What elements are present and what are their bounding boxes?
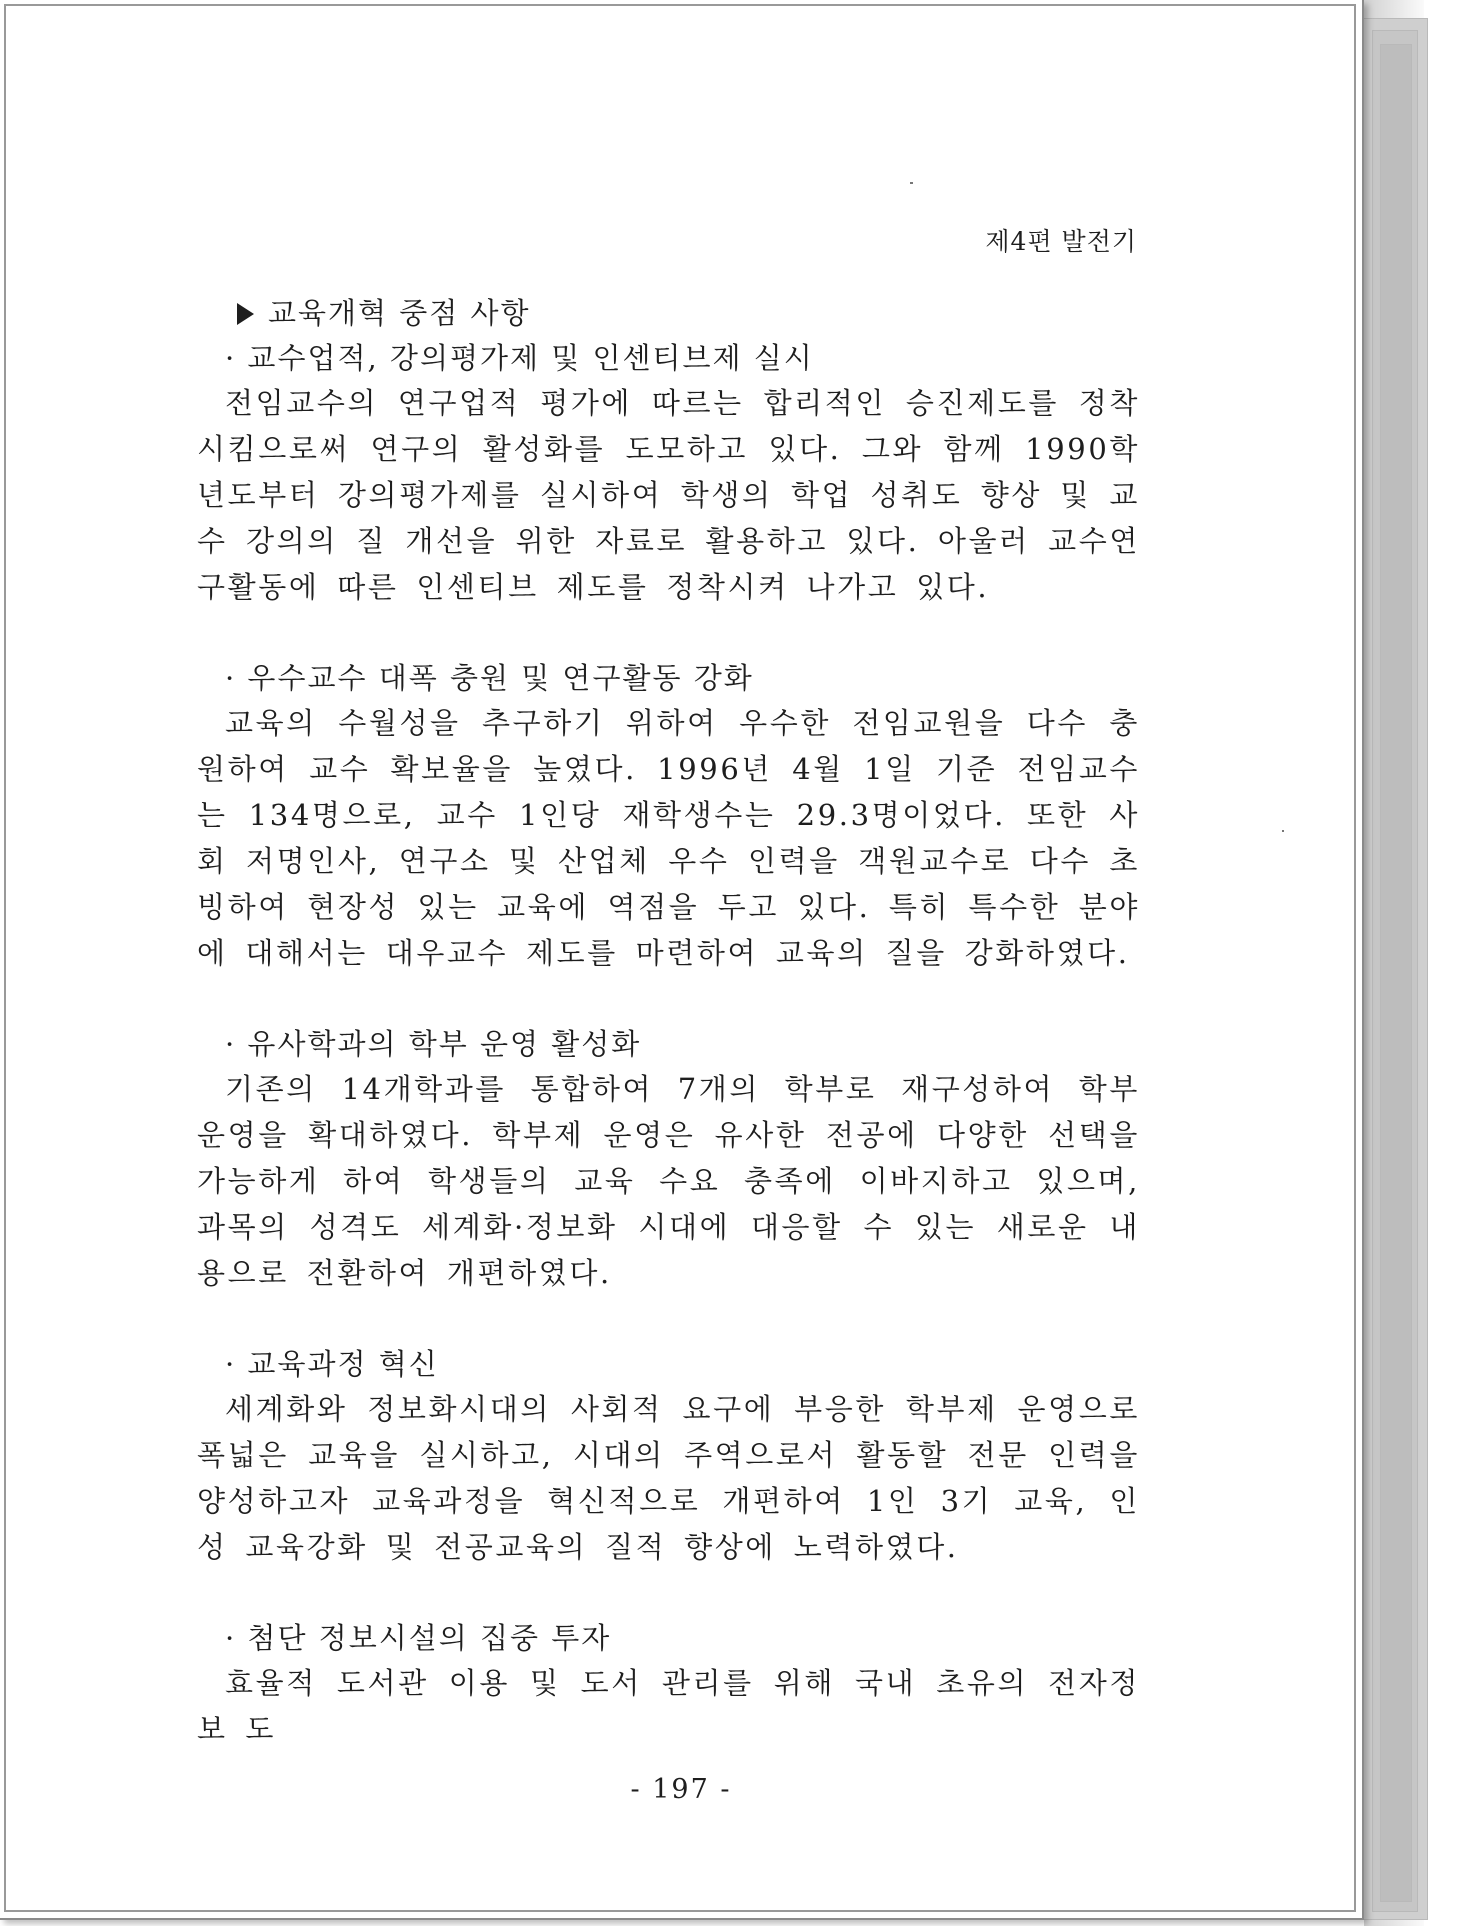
item-body: 전임교수의 연구업적 평가에 따르는 합리적인 승진제도를 정착시킴으로써 연구의 활성화를 도모하고 있다. 그와 함께 1990학년도부터 강의평가제를 실시하여 학생의 학업 성취도 향상 및 교수 강의의 질 개선을 위한 자료로 활용하고 있다. 아울러 교수연구활동에 따른 인센티브 제도를 정착시켜 나가고 있다. (197, 386, 1140, 604)
spacer (197, 976, 1140, 1022)
scan-speck (910, 182, 913, 184)
scan-speck (1282, 830, 1284, 832)
page-stack-edge (1380, 44, 1412, 1902)
item-heading: · 우수교수 대폭 충원 및 연구활동 강화 (225, 661, 754, 695)
spacer (197, 1296, 1140, 1342)
triangle-bullet-icon (237, 303, 254, 325)
section-title (237, 290, 1140, 336)
item-body: 교육의 수월성을 추구하기 위하여 우수한 전임교원을 다수 충원하여 교수 확보율을 높였다. 1996년 4월 1일 기준 전임교수는 134명으로, 교수 1인당 재학생수는 29.3명이었다. 또한 사회 저명인사, 연구소 및 산업체 우수 인력을 객원교수로 다수 초빙하여 현장성 있는 교육에 역점을 두고 있다. 특히 특수한 분야에 대해서는 대우교수 제도를 마련하여 교육의 질을 강화하였다. (197, 706, 1140, 970)
spacer (197, 610, 1140, 656)
item-heading: · 첨단 정보시설의 집중 투자 (225, 1621, 612, 1655)
spacer (197, 1570, 1140, 1616)
item-heading: · 유사학과의 학부 운영 활성화 (225, 1027, 642, 1061)
page-content (197, 290, 1140, 1752)
page-number: - 197 - (630, 1774, 732, 1805)
item-heading: · 교육과정 혁신 (225, 1347, 439, 1381)
item-body: 세계화와 정보화시대의 사회적 요구에 부응한 학부제 운영으로 폭넓은 교육을 실시하고, 시대의 주역으로서 활동할 전문 인력을 양성하고자 교육과정을 혁신적으로 개편하여 1인 3기 교육, 인성 교육강화 및 전공교육의 질적 향상에 노력하였다. (197, 1392, 1140, 1564)
running-head: 제4편 발전기 (985, 227, 1137, 256)
item-heading: · 교수업적, 강의평가제 및 인센티브제 실시 (225, 341, 814, 375)
item-body: 효율적 도서관 이용 및 도서 관리를 위해 국내 초유의 전자정보 도 (197, 1666, 1140, 1746)
section-title-text: 교육개혁 중점 사항 (268, 296, 531, 330)
item-body: 기존의 14개학과를 통합하여 7개의 학부로 재구성하여 학부 운영을 확대하였다. 학부제 운영은 유사한 전공에 다양한 선택을 가능하게 하여 학생들의 교육 수요 충족에 이바지하고 있으며, 과목의 성격도 세계화·정보화 시대에 대응할 수 있는 새로운 내용으로 전환하여 개편하였다. (197, 1072, 1140, 1290)
